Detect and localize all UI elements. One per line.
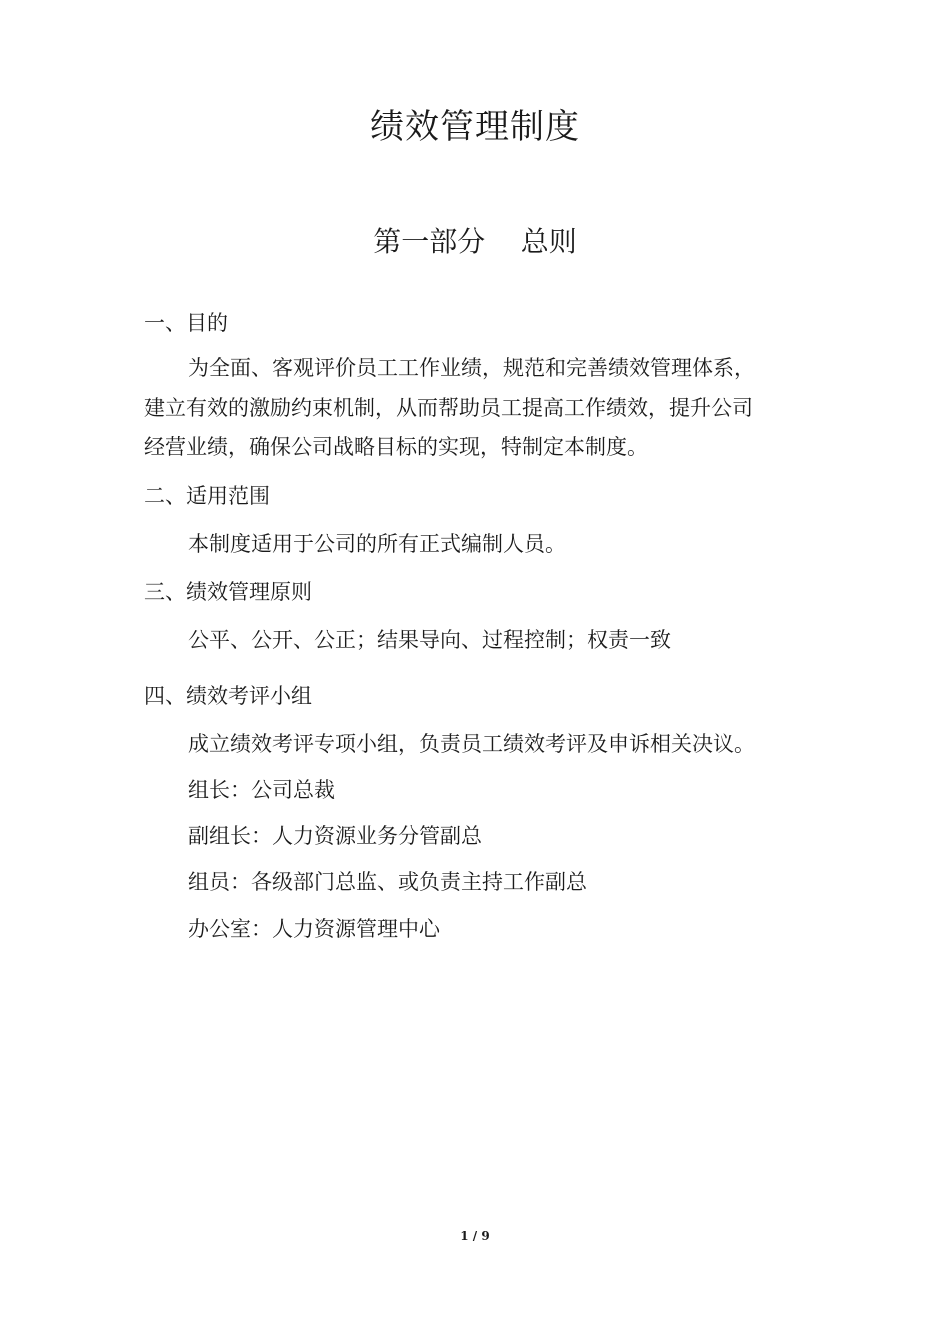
committee-leader: 组长：公司总裁 xyxy=(188,778,335,802)
document-title: 绩效管理制度 xyxy=(370,107,580,147)
part-title: 第一部分 总则 xyxy=(373,225,577,258)
section-heading-purpose: 一、目的 xyxy=(144,311,228,335)
paragraph-line: 为全面、客观评价员工工作业绩，规范和完善绩效管理体系， xyxy=(188,356,755,380)
page-number: 1 / 9 xyxy=(460,1229,490,1243)
paragraph-line: 本制度适用于公司的所有正式编制人员。 xyxy=(188,532,566,556)
paragraph-line: 公平、公开、公正；结果导向、过程控制；权责一致 xyxy=(188,628,671,652)
paragraph-line: 建立有效的激励约束机制，从而帮助员工提高工作绩效，提升公司 xyxy=(144,396,753,420)
paragraph-line: 经营业绩，确保公司战略目标的实现，特制定本制度。 xyxy=(144,435,648,459)
committee-deputy-leader: 副组长：人力资源业务分管副总 xyxy=(188,824,482,848)
committee-members: 组员：各级部门总监、或负责主持工作副总 xyxy=(188,870,587,894)
paragraph-line: 成立绩效考评专项小组，负责员工绩效考评及申诉相关决议。 xyxy=(188,732,755,756)
section-heading-committee: 四、绩效考评小组 xyxy=(144,684,312,708)
section-heading-principles: 三、绩效管理原则 xyxy=(144,580,312,604)
committee-office: 办公室：人力资源管理中心 xyxy=(188,917,440,941)
section-heading-scope: 二、适用范围 xyxy=(144,484,270,508)
